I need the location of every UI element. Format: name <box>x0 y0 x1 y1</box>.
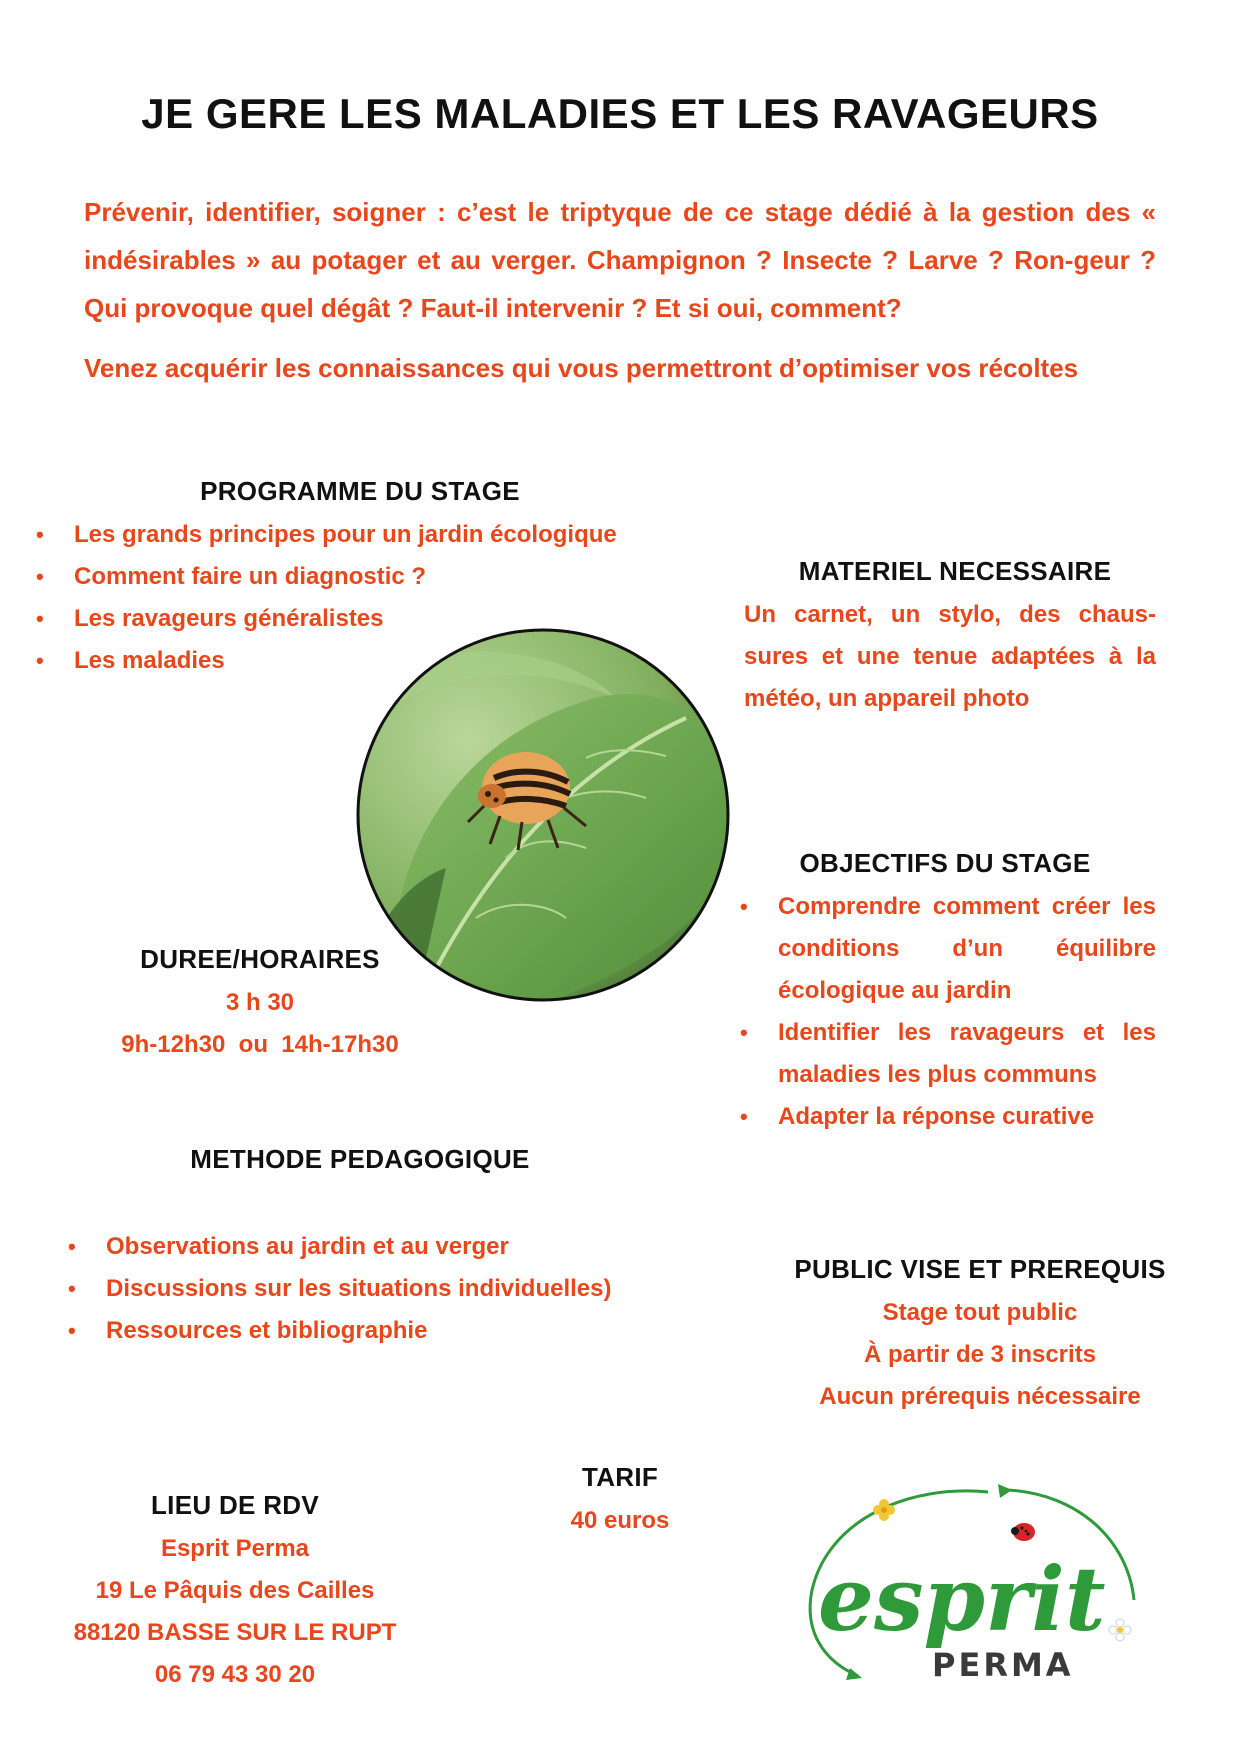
intro-call-to-action: Venez acquérir les connaissances qui vous permettront d’optimiser vos récoltes <box>84 353 1079 383</box>
page-title: JE GERE LES MALADIES ET LES RAVAGEURS <box>141 90 1099 137</box>
list-item: • Observations au jardin et au verger <box>66 1226 686 1268</box>
objectifs-heading: OBJECTIFS DU STAGE <box>799 848 1091 878</box>
list-item: • Les maladies <box>34 640 674 682</box>
list-item: • Identifier les ravageurs et les maladies les plus communs <box>738 1012 1156 1096</box>
public-line: Stage tout public <box>882 1299 1078 1326</box>
logo-word-esprit: esprit <box>818 1547 1106 1651</box>
duree-hours: 9h-12h30 ou 14h-17h30 <box>121 1031 399 1058</box>
objectifs-list <box>738 886 1156 1138</box>
bullet-dot-icon: • <box>36 522 44 547</box>
lieu-line: 88120 BASSE SUR LE RUPT <box>73 1619 397 1646</box>
bullet-dot-icon: • <box>740 1020 748 1045</box>
bullet-dot-icon: • <box>68 1276 76 1301</box>
list-item: • Ressources et bibliographie <box>66 1310 686 1352</box>
bullet-dot-icon: • <box>68 1318 76 1343</box>
logo-word-perma: PERMA <box>932 1646 1074 1680</box>
list-item: • Comprendre comment créer les conditions d’un équilibre écologique au jardin <box>738 886 1156 1012</box>
bullet-dot-icon: • <box>36 564 44 589</box>
programme-heading: PROGRAMME DU STAGE <box>200 476 520 506</box>
lieu-phone: 06 79 43 30 20 <box>154 1661 316 1688</box>
materiel-heading: MATERIEL NECESSAIRE <box>798 556 1112 586</box>
tarif-price: 40 euros <box>570 1507 670 1534</box>
esprit-perma-logo <box>798 1480 1148 1680</box>
lieu-heading: LIEU DE RDV <box>151 1490 319 1520</box>
public-line: À partir de 3 inscrits <box>863 1341 1097 1368</box>
bullet-dot-icon: • <box>68 1234 76 1259</box>
bullet-dot-icon: • <box>740 1104 748 1129</box>
public-line: Aucun prérequis nécessaire <box>819 1383 1141 1410</box>
list-item: • Discussions sur les situations individuelles) <box>66 1268 686 1310</box>
bullet-dot-icon: • <box>36 606 44 631</box>
bullet-dot-icon: • <box>36 648 44 673</box>
duree-heading: DUREE/HORAIRES <box>140 944 380 974</box>
list-item: • Les ravageurs généralistes <box>34 598 674 640</box>
lieu-line: 19 Le Pâquis des Cailles <box>95 1577 375 1604</box>
bullet-dot-icon: • <box>740 894 748 919</box>
public-heading: PUBLIC VISE ET PREREQUIS <box>794 1254 1166 1284</box>
methode-heading: METHODE PEDAGOGIQUE <box>190 1144 530 1174</box>
lieu-line: Esprit Perma <box>160 1535 310 1562</box>
list-item: • Comment faire un diagnostic ? <box>34 556 674 598</box>
tarif-heading: TARIF <box>581 1462 659 1492</box>
duree-duration: 3 h 30 <box>225 989 295 1016</box>
materiel-text: Un carnet, un stylo, des chaus-sures et une tenue adaptées à la météo, un appareil photo <box>744 601 1156 712</box>
list-item: • Adapter la réponse curative <box>738 1096 1156 1138</box>
intro-paragraph: Prévenir, identifier, soigner : c’est le triptyque de ce stage dédié à la gestion des « indésirables » au potager et au verger. Champignon ? Insecte ? Larve ? Ron-geur ? Qui provoque quel dégât ? Faut-il intervenir ? Et si oui, comment? <box>84 197 1156 323</box>
list-item: • Les grands principes pour un jardin écologique <box>34 514 674 556</box>
methode-list <box>66 1226 686 1352</box>
